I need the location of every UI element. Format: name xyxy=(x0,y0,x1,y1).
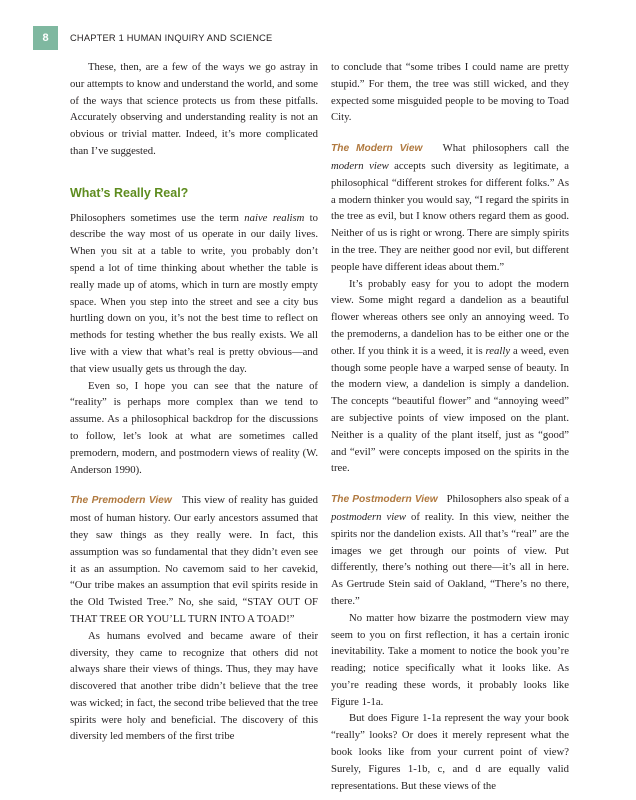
paragraph: Even so, I hope you can see that the nature of “reality” is perhaps more complex than we tend to assume. As a philosophical backdrop for the discussions to follow, let’s look at what are sometimes called premodern, modern, and postmodern views of reality (W. Anderson 1990). xyxy=(70,379,318,476)
paragraph: As humans evolved and became aware of their diversity, they came to recognize that others did not always share their views of things. Thus, they may have discovered that another tribe didn’t believe that the tree was wicked; in fact, the second tribe believed that the tree spirits were holy and beneficial. The discovery of this diversity led members of the first tribe xyxy=(70,629,318,743)
page-number-badge: 8 xyxy=(33,26,58,50)
runin-heading: The Premodern View xyxy=(70,495,172,507)
page-header xyxy=(33,26,616,50)
text-span: a weed, even though some people have a warped sense of beauty. In the modern view, a dandelion is simply a dandelion. The concepts “beautiful flower” and “annoying weed” are subjective points of view imposed on the plant. Neither is a quality of the plant itself, just as “good” and “evil” were concepts imposed on the spirits in the tree. xyxy=(331,344,569,475)
text-span: It’s probably easy for you to adopt the modern view. Some might regard a dandelion as a beautiful flower whereas others see only an annoying weed. To the premoderns, a dandelion has to be either one or the other. If you think it is a weed, it is xyxy=(331,277,569,357)
emphasis-term: postmodern view xyxy=(331,510,407,523)
paragraph xyxy=(331,276,569,478)
runin-heading: The Modern View xyxy=(331,143,423,155)
right-column xyxy=(331,59,569,794)
left-column xyxy=(70,59,318,745)
paragraph: No matter how bizarre the postmodern view may seem to you on first reflection, it has a certain ironic inevitability. Take a moment to notice the book you’re reading; notice specifically what it looks like. As you’re reading these words, it probably looks like Figure 1-1a. xyxy=(331,611,569,708)
text-span: Philosophers sometimes use the term xyxy=(70,211,245,224)
emphasis-term: naive realism xyxy=(244,211,305,224)
runin-heading: The Postmodern View xyxy=(331,494,438,506)
text-span: Philosophers also speak of a xyxy=(446,493,570,506)
running-head: CHAPTER 1 HUMAN INQUIRY AND SCIENCE xyxy=(70,33,273,43)
paragraph: These, then, are a few of the ways we go astray in our attempts to know and understand the world, and some of the ways that science protects us from these pitfalls. Accurately observing and understanding reality is not an obvious or trivial matter. Indeed, it’s more complicated than I’ve suggested. xyxy=(70,61,318,157)
paragraph: to conclude that “some tribes I could name are pretty stupid.” For them, the tree was still wicked, and they expected some misguided people to be moving to Toad City. xyxy=(331,61,569,124)
paragraph xyxy=(70,492,318,627)
text-span: This view of reality has guided most of human history. Our early ancestors assumed that they saw things as they really were. In fact, this assumption was so fundamental that they didn’t even see it as an assumption. No cavemom said to her cavekid, “Our tribe makes an assumption that evil spirits reside in the Old Twisted Tree.” No, she said, “STAY OUT OF THAT TREE OR YOU’LL TURN INTO A TOAD!” xyxy=(70,494,318,625)
text-span: accepts such diversity as legitimate, a philosophical “different strokes for different folks.” As a modern thinker you would say, “I regard the spirits in the tree as evil, but I know others regard them as good. Neither of us is right or wrong. There are simply spirits in the tree. They are neither good nor evil, but different people have different ideas about them.” xyxy=(331,159,569,273)
emphasis-term: modern view xyxy=(331,159,389,172)
paragraph xyxy=(331,491,569,610)
section-heading: What’s Really Real? xyxy=(70,185,189,200)
text-span: to describe the way most of us operate in our daily lives. When you sit at a table to write, you probably don’t spend a lot of time thinking about whether the table is really made up of atoms, which in turn are mostly empty space. When you step into the street and see a city bus hurtling down on you, it’s not the best time to reflect on methods for testing whether the bus really exists. We all live with a view that what’s real is pretty obvious—and that view usually gets us through the day. xyxy=(70,211,318,375)
text-span: What philosophers call the xyxy=(442,142,570,155)
paragraph xyxy=(331,140,569,275)
text-span: of reality. In this view, neither the spirits nor the dandelion exists. All that’s “real” are the images we get through our points of view. Put differently, there’s nothing out there—it’s all in here. As Gertrude Stein said of Oakland, “There’s no there, there.” xyxy=(331,510,569,607)
paragraph xyxy=(70,210,318,378)
emphasis-term: really xyxy=(485,344,511,357)
paragraph: But does Figure 1-1a represent the way your book “really” looks? Or does it merely represent what the book looks like from your current point of view? Surely, Figures 1-1b, c, and d are equally valid representations. But these views of the xyxy=(331,712,569,792)
